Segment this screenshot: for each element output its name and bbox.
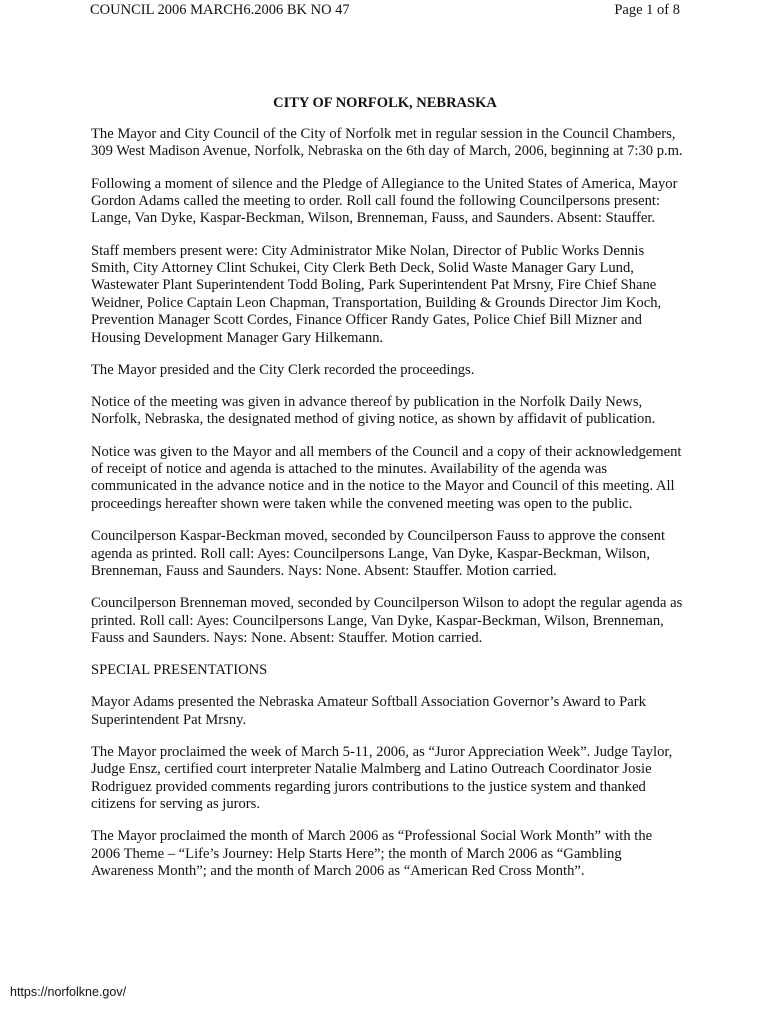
footer-url[interactable]: https://norfolkne.gov/ <box>10 985 127 999</box>
paragraph-softball-award: Mayor Adams presented the Nebraska Amateur Softball Association Governor’s Award to Park Superintendent Pat Mrsny. <box>91 694 646 728</box>
paragraph-consent-agenda: Councilperson Kaspar-Beckman moved, seconded by Councilperson Fauss to approve the consent agenda as printed. Roll call: Ayes: Councilpersons Lange, Van Dyke, Kaspar-Beckman, Wilson, Brenneman, Fauss and Saunders. Nays: None. Absent: Stauffer. Motion carried. <box>91 528 666 579</box>
document-title: CITY OF NORFOLK, NEBRASKA <box>273 95 497 111</box>
page-header <box>90 0 680 20</box>
paragraph-notice-publication: Notice of the meeting was given in advance thereof by publication in the Norfolk Daily News, Norfolk, Nebraska, the designated method of giving notice, as shown by affidavit of publication. <box>91 394 656 428</box>
paragraph-presided: The Mayor presided and the City Clerk recorded the proceedings. <box>91 361 475 378</box>
document-body <box>91 126 683 895</box>
paragraph-juror-week: The Mayor proclaimed the week of March 5-11, 2006, as “Juror Appreciation Week”. Judge Taylor, Judge Ensz, certified court interpreter Natalie Malmberg and Latino Outreach Coordinator Josie Rodriguez provided comments regarding jurors contributions to the justice system and thanked citizens for serving as jurors. <box>91 743 673 813</box>
paragraph-notice-council: Notice was given to the Mayor and all members of the Council and a copy of their acknowledgement of receipt of notice and agenda is attached to the minutes. Availability of the agenda was communicated in the advance notice and in the notice to the Mayor and Council of this meeting. All proceedings hereafter shown were taken while the convened meeting was open to the public. <box>91 443 682 512</box>
paragraph-staff: Staff members present were: City Administrator Mike Nolan, Director of Public Works Dennis Smith, City Attorney Clint Schukei, City Clerk Beth Deck, Solid Waste Manager Gary Lund, Wastewater Plant Superintendent Todd Boling, Park Superintendent Pat Mrsny, Fire Chief Shane Weidner, Police Captain Leon Chapman, Transportation, Building & Grounds Director Jim Koch, Prevention Manager Scott Cordes, Finance Officer Randy Gates, Police Chief Bill Mizner and Housing Development Manager Gary Hilkemann. <box>91 242 662 346</box>
section-heading-special-presentations: SPECIAL PRESENTATIONS <box>91 662 268 679</box>
paragraph-regular-agenda: Councilperson Brenneman moved, seconded by Councilperson Wilson to adopt the regular agenda as printed. Roll call: Ayes: Councilpersons Lange, Van Dyke, Kaspar-Beckman, Wilson, Brenneman, Fauss and Saunders. Nays: None. Absent: Stauffer. Motion carried. <box>91 595 683 646</box>
document-reference: COUNCIL 2006 MARCH6.2006 BK NO 47 <box>90 2 350 18</box>
paragraph-session: The Mayor and City Council of the City of Norfolk met in regular session in the Council Chambers, 309 West Madison Avenue, Norfolk, Nebraska on the 6th day of March, 2006, beginning at 7:30 p.m. <box>91 126 683 160</box>
paragraph-roll-call: Following a moment of silence and the Pledge of Allegiance to the United States of America, Mayor Gordon Adams called the meeting to order. Roll call found the following Councilpersons present: Lange, Van Dyke, Kaspar-Beckman, Wilson, Brenneman, Fauss, and Saunders. Absent: Stauffer. <box>91 175 678 227</box>
paragraph-march-proclamations: The Mayor proclaimed the month of March 2006 as “Professional Social Work Month” with the 2006 Theme – “Life’s Journey: Help Starts Here”; the month of March 2006 as “Gambling Awareness Month”; and the month of March 2006 as “American Red Cross Month”. <box>91 828 653 880</box>
page-number: Page 1 of 8 <box>614 2 680 18</box>
